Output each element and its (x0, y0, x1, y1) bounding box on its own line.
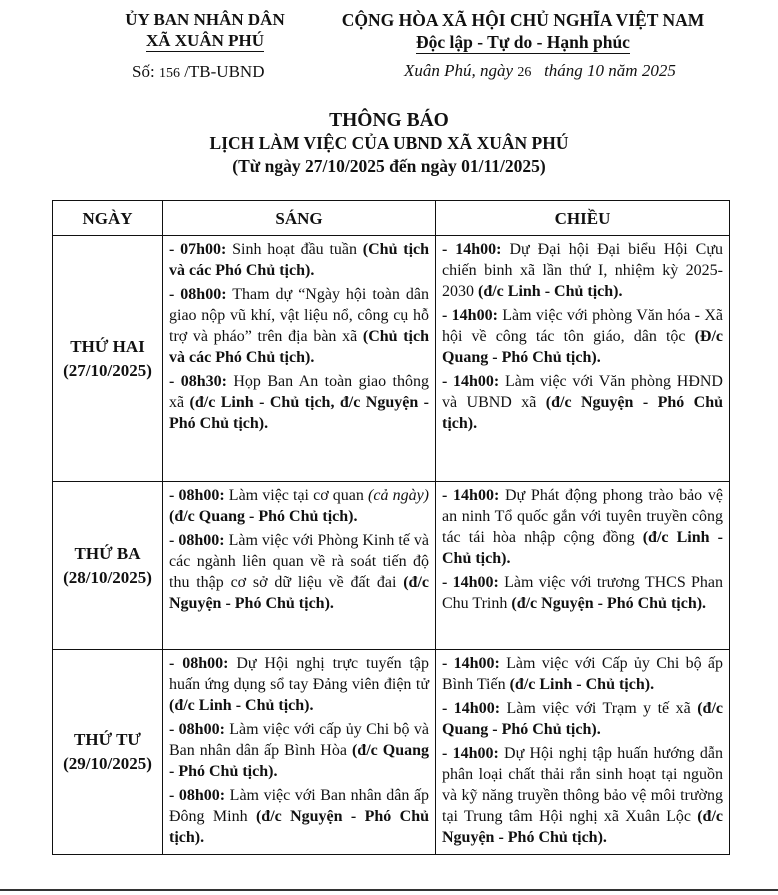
schedule-entry (169, 719, 429, 782)
header-morning: SÁNG (163, 201, 436, 236)
schedule-entry (442, 371, 723, 434)
schedule-entry (442, 305, 723, 368)
entry-description: Làm việc với Cấp ủy Chi bộ ấp Bình Tiến (442, 655, 723, 693)
entry-note: (cả ngày) (368, 487, 430, 504)
entry-description: Sinh hoạt đầu tuần (226, 241, 363, 258)
entry-description: Tham dự “Ngày hội toàn dân giao nộp vũ khí, vật liệu nổ, công cụ hỗ trợ và pháo” trên địa bàn xã (169, 286, 429, 345)
entry-description: Làm việc với Ban nhân dân ấp Đông Minh (169, 787, 430, 825)
document-number (132, 62, 264, 82)
page-bottom-rule (0, 889, 778, 891)
entry-time: - 14h00: (442, 307, 498, 324)
header-afternoon: CHIỀU (436, 201, 730, 236)
entry-attendees: (đ/c Nguyện - Phó Chủ tịch). (169, 808, 430, 846)
entry-time: - 14h00: (442, 574, 499, 591)
entry-time: - 08h00: (169, 532, 225, 549)
schedule-table (52, 200, 730, 855)
doc-number-value: 156 (158, 66, 180, 81)
entry-time: - 08h00: (169, 286, 227, 303)
weekday-date: (28/10/2025) (63, 567, 152, 587)
entry-description: Dự Đại hội Đại biểu Hội Cựu chiến binh xã lần thứ I, nhiệm kỳ 2025-2030 (442, 241, 723, 300)
entry-attendees: (đ/c Quang - Phó Chủ tịch). (442, 700, 723, 738)
notice-subtitle: LỊCH LÀM VIỆC CỦA UBND XÃ XUÂN PHÚ (209, 133, 569, 153)
issue-date (404, 61, 676, 81)
date-prefix: Xuân Phú, ngày (404, 61, 514, 80)
entry-description: Làm việc với phòng Văn hóa - Xã hội về công tác tôn giáo, dân tộc (442, 307, 723, 345)
entry-description: Làm việc với Trạm y tế xã (500, 700, 698, 717)
entry-time: - 14h00: (442, 241, 502, 258)
entry-attendees: (Chủ tịch và các Phó Chủ tịch). (169, 328, 429, 366)
entry-attendees: (Đ/c Quang - Phó Chủ tịch). (442, 328, 723, 366)
schedule-entry (442, 572, 723, 614)
entry-time: - 08h00: (169, 787, 226, 804)
entry-time: - 14h00: (442, 487, 500, 504)
doc-suffix: /TB-UBND (184, 62, 265, 81)
day-cell (53, 482, 163, 650)
nation-line-1: CỘNG HÒA XÃ HỘI CHỦ NGHĨA VIỆT NAM (341, 10, 705, 30)
schedule-entry (169, 485, 429, 527)
weekday-label: THỨ TƯ (74, 730, 141, 749)
weekday-date: (29/10/2025) (63, 754, 152, 773)
morning-cell (163, 482, 436, 650)
morning-cell (163, 236, 436, 482)
schedule-entry (169, 371, 429, 434)
entry-attendees: (đ/c Nguyện - Phó Chủ tịch). (169, 574, 429, 612)
schedule-entry (442, 698, 723, 740)
entry-attendees: (đ/c Nguyện - Phó Chủ tịch). (511, 595, 707, 612)
weekday-label: THỨ BA (74, 543, 141, 563)
entry-time: - 08h00: (169, 721, 225, 738)
table-row (53, 650, 730, 855)
entry-description: Làm việc với Phòng Kinh tế và các ngành liên quan về rà soát tiến độ thu thập cơ sở dữ liệu về đất đai (169, 532, 429, 591)
org-line-2: XÃ XUÂN PHÚ (145, 31, 265, 50)
entry-time: - 08h00: (169, 487, 225, 504)
afternoon-cell (436, 482, 730, 650)
weekday-label: THỨ HAI (70, 336, 145, 356)
national-motto (318, 9, 728, 54)
entry-description: Làm việc với Văn phòng HĐND và UBND xã (442, 373, 723, 411)
org-line-1: ỦY BAN NHÂN DÂN (125, 10, 285, 29)
header-day: NGÀY (53, 201, 163, 236)
entry-attendees: (đ/c Quang - Phó Chủ tịch). (169, 508, 358, 525)
date-day: 26 (517, 65, 532, 80)
entry-description: Dự Phát động phong trào bảo vệ an ninh Tổ quốc gắn với tuyên truyền công tác tái hòa nhập cộng đồng (442, 487, 723, 546)
entry-time: - 14h00: (442, 655, 500, 672)
table-row (53, 236, 730, 482)
table-header-row (53, 201, 730, 236)
entry-description: Dự Hội nghị trực tuyến tập huấn ứng dụng sổ tay Đảng viên điện tử (169, 655, 429, 693)
entry-time: - 14h00: (442, 700, 501, 717)
issuing-authority (100, 9, 310, 52)
doc-prefix: Số: (132, 62, 155, 81)
date-suffix: tháng 10 năm 2025 (544, 61, 676, 80)
afternoon-cell (436, 650, 730, 855)
entry-attendees: (đ/c Linh - Chủ tịch). (169, 697, 314, 714)
entry-description: Làm việc với trương THCS Phan Chu Trinh (442, 574, 724, 612)
schedule-entry (169, 653, 429, 716)
entry-attendees: (đ/c Linh - Chủ tịch, đ/c Nguyện - Phó Chủ tịch). (169, 394, 429, 432)
entry-time: - 14h00: (442, 373, 500, 390)
day-cell (53, 236, 163, 482)
notice-title: THÔNG BÁO (329, 110, 449, 131)
entry-attendees: (đ/c Linh - Chủ tịch). (509, 676, 655, 693)
schedule-entry (169, 239, 429, 281)
entry-attendees: (đ/c Nguyện - Phó Chủ tịch). (442, 394, 724, 432)
afternoon-cell (436, 236, 730, 482)
notice-date-range: (Từ ngày 27/10/2025 đến ngày 01/11/2025) (232, 156, 546, 176)
schedule-entry (169, 785, 429, 848)
entry-attendees: (đ/c Quang - Phó Chủ tịch). (169, 742, 430, 780)
entry-time: - 08h30: (169, 373, 227, 390)
entry-time: - 14h00: (442, 745, 499, 762)
entry-attendees: (đ/c Nguyện - Phó Chủ tịch). (442, 808, 723, 846)
entry-description: Dự Hội nghị tập huấn hướng dẫn phân loại chất thải rắn sinh hoạt tại nguồn và kỹ năng truyền thông bảo vệ môi trường tại Trung tâm Hội nghị xã Xuân Lộc (442, 745, 723, 825)
entry-attendees: (đ/c Linh - Chủ tịch). (478, 283, 623, 300)
morning-cell (163, 650, 436, 855)
entry-description: Làm việc tại cơ quan (224, 487, 369, 504)
schedule-entry (442, 485, 723, 569)
entry-attendees: (Chủ tịch và các Phó Chủ tịch). (169, 241, 430, 279)
entry-attendees: (đ/c Linh - Chủ tịch). (442, 529, 723, 567)
nation-line-2: Độc lập - Tự do - Hạnh phúc (416, 32, 630, 52)
entry-description: Họp Ban An toàn giao thông xã (169, 373, 429, 411)
weekday-date: (27/10/2025) (63, 360, 152, 380)
entry-description: Làm việc với cấp ủy Chi bộ và Ban nhân dân ấp Bình Hòa (169, 721, 429, 759)
day-cell (53, 650, 163, 855)
entry-time: - 08h00: (169, 655, 229, 672)
schedule-entry (169, 530, 429, 614)
schedule-entry (169, 284, 429, 368)
schedule-entry (442, 743, 723, 848)
entry-time: - 07h00: (169, 241, 227, 258)
table-row (53, 482, 730, 650)
schedule-entry (442, 653, 723, 695)
schedule-entry (442, 239, 723, 302)
